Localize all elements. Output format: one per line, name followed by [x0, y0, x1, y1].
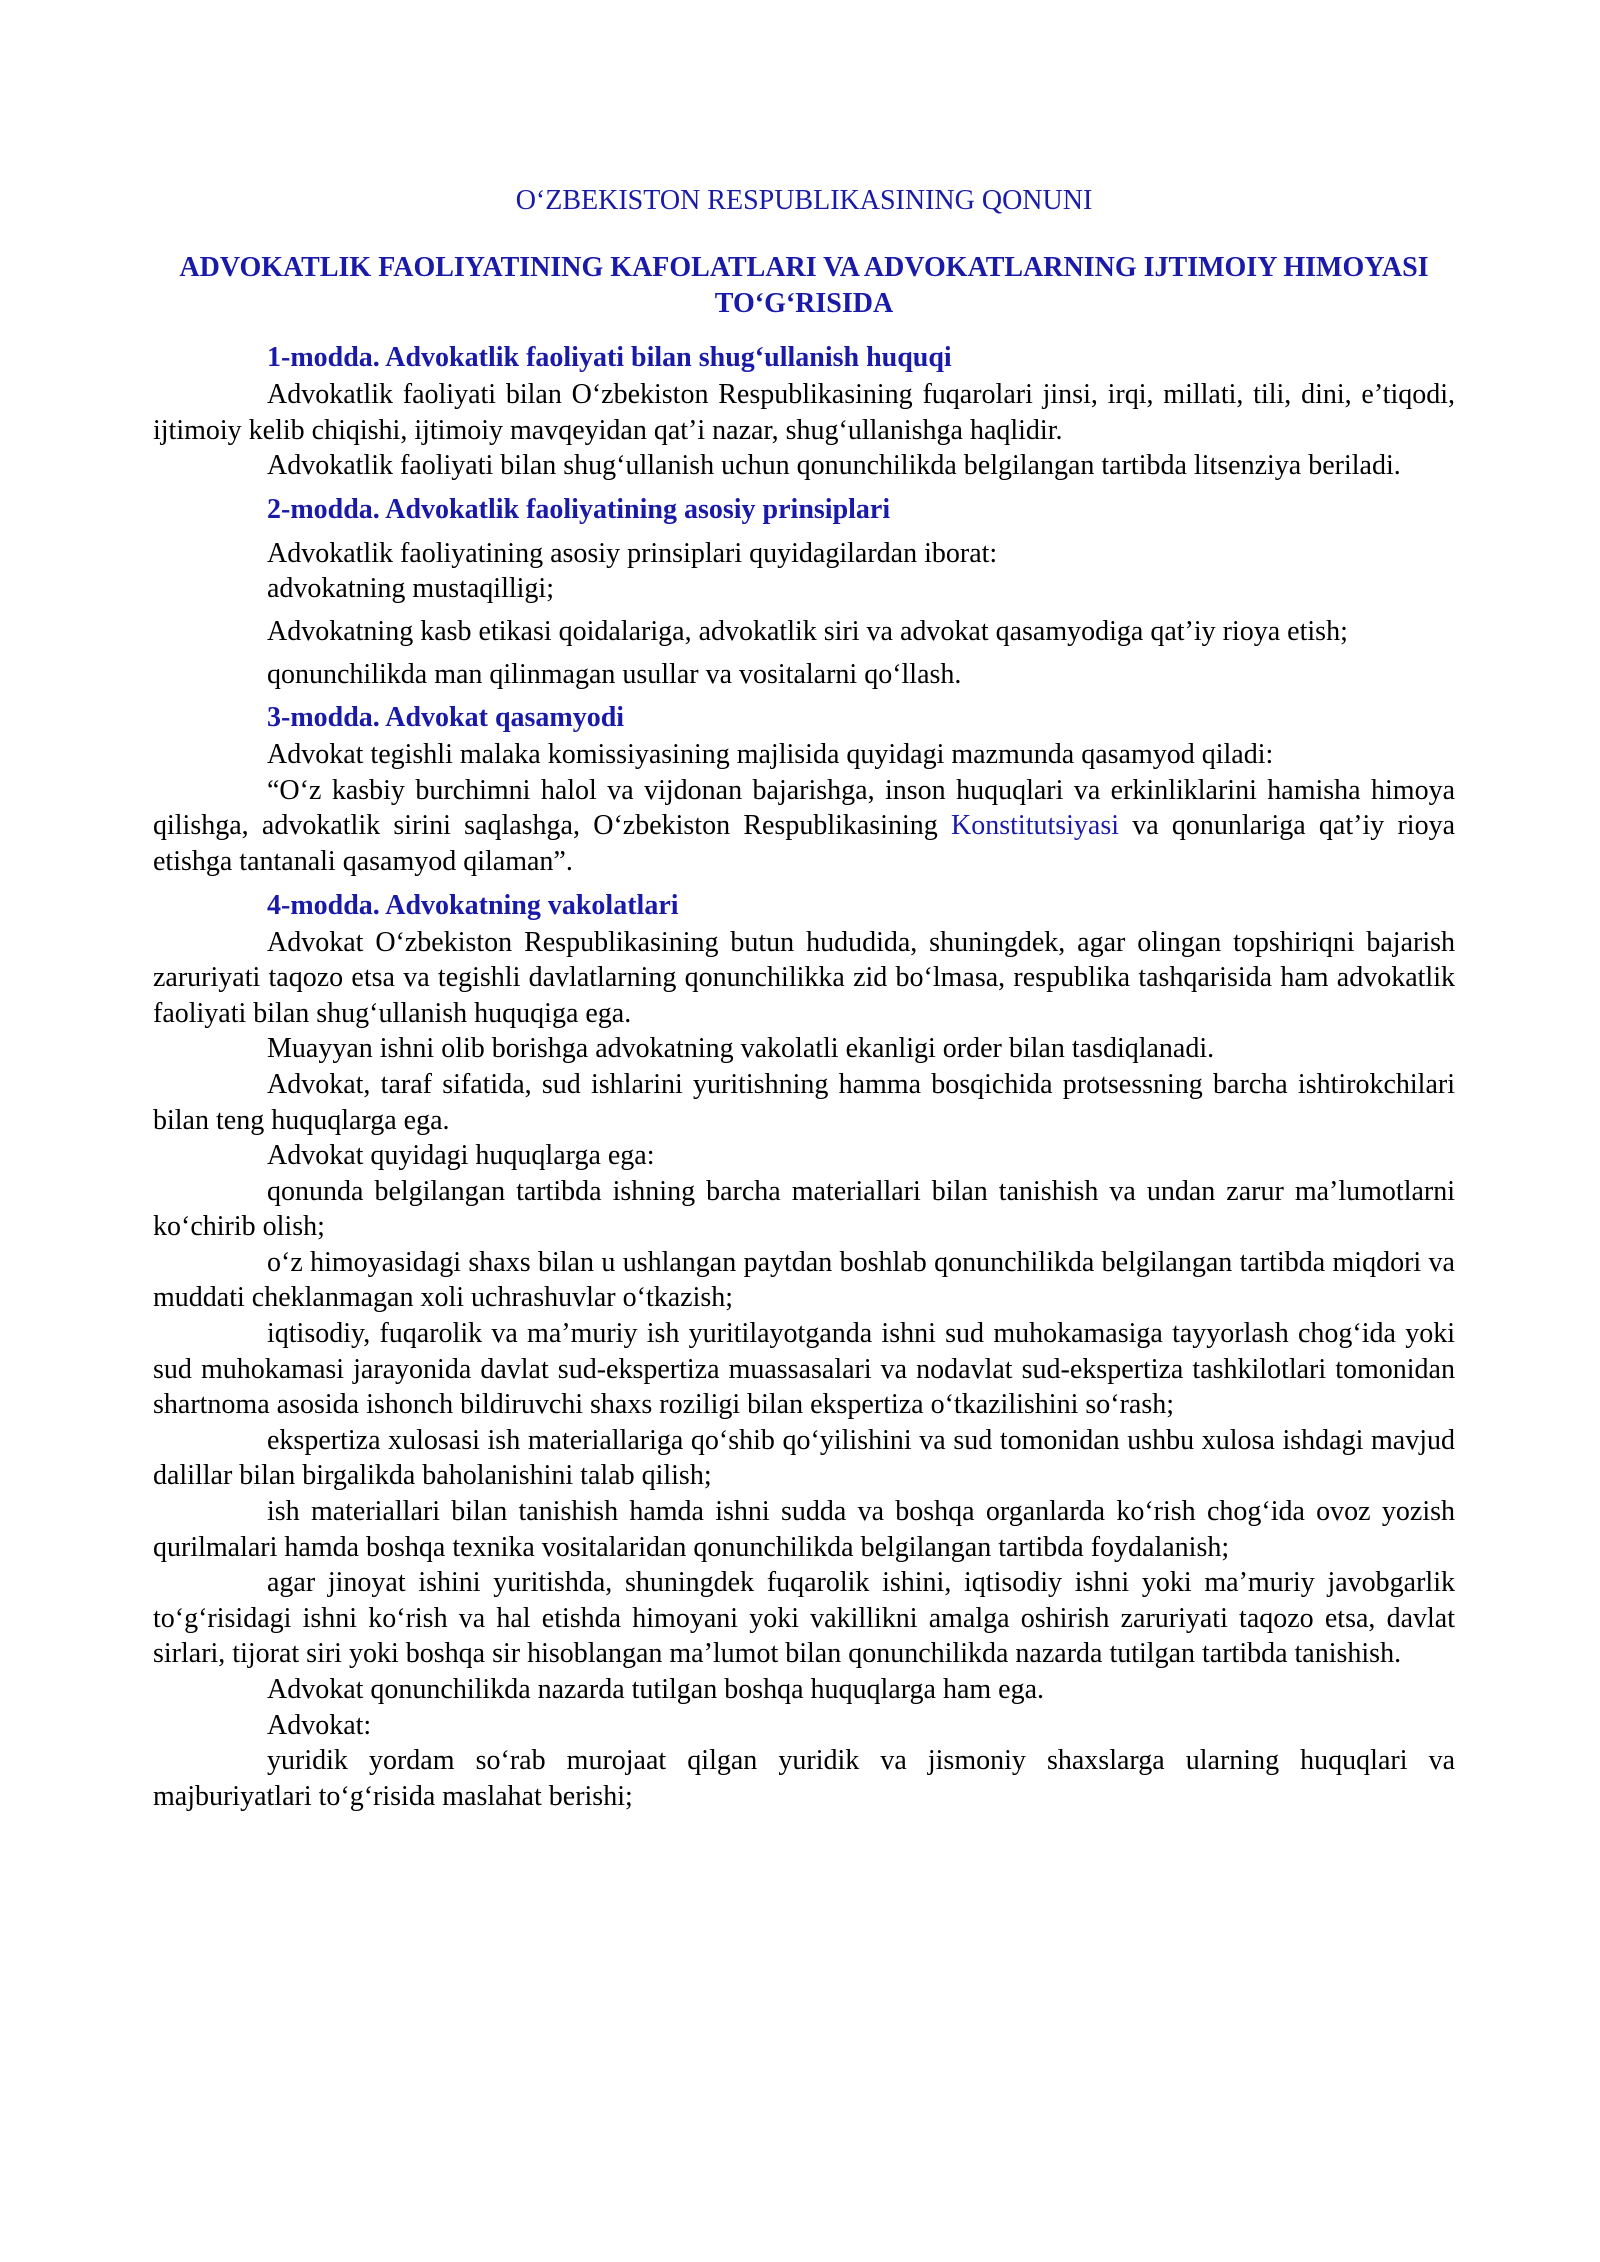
article-4-paragraph: qonunda belgilangan tartibda ishning barcha materiallari bilan tanishish va undan zarur ma’lumotlarni ko‘chirib olish; [153, 1175, 1455, 1243]
article-4-paragraph: Muayyan ishni olib borishga advokatning vakolatli ekanligi order bilan tasdiqlanadi. [267, 1033, 1215, 1065]
article-4-paragraph: ekspertiza xulosasi ish materiallariga qo‘shib qo‘yilishini va sud tomonidan ushbu xulosa ishdagi mavjud dalillar bilan birgalikda baholanishini talab qilish; [153, 1424, 1455, 1492]
article-4-paragraph: o‘z himoyasidagi shaxs bilan u ushlangan paytdan boshlab qonunchilikda belgilangan tartibda miqdori va muddati cheklanmagan xoli uchrashuvlar o‘tkazish; [153, 1246, 1455, 1314]
article-2-paragraph: qonunchilikda man qilinmagan usullar va vositalarni qo‘llash. [267, 658, 962, 690]
article-4-paragraph: Advokat: [267, 1709, 372, 1741]
article-2-paragraph: advokatning mustaqilligi; [267, 573, 554, 605]
article-3-oath [153, 773, 1455, 880]
article-4-paragraph: Advokat O‘zbekiston Respublikasining butun hududida, shuningdek, agar olingan topshiriqni bajarish zaruriyati taqozo etsa va tegishli davlatlarning qonunchilikka zid bo‘lmasa, respublika tashqarisida ham advokatlik faoliyati bilan shug‘ullanish huquqiga ega. [153, 926, 1455, 1029]
article-3-title: 3-modda. Advokat qasamyodi [267, 702, 625, 734]
law-type-heading: O‘ZBEKISTON RESPUBLIKASINING QONUNI [515, 185, 1093, 216]
article-4-paragraph: yuridik yordam so‘rab murojaat qilgan yuridik va jismoniy shaxslarga ularning huquqlari va majburiyatlari to‘g‘risida maslahat berishi; [153, 1745, 1455, 1812]
document-body [153, 339, 1455, 1814]
article-1-title: 1-modda. Advokatlik faoliyati bilan shug‘ullanish huquqi [267, 342, 952, 373]
article-2-paragraph: Advokatlik faoliyatining asosiy prinsiplari quyidagilardan iborat: [267, 537, 998, 569]
article-4-title: 4-modda. Advokatning vakolatlari [267, 889, 679, 921]
article-1-paragraph: Advokatlik faoliyati bilan shug‘ullanish uchun qonunchilikda belgilangan tartibda litsenziya beriladi. [267, 450, 1401, 482]
article-2-paragraph: Advokatning kasb etikasi qoidalariga, advokatlik siri va advokat qasamyodiga qat’iy rioya etish; [267, 615, 1348, 647]
article-1-paragraph: Advokatlik faoliyati bilan O‘zbekiston Respublikasining fuqarolari jinsi, irqi, millati, tili, dini, e’tiqodi, ijtimoiy kelib chiqishi, ijtimoiy mavqeyidan qat’i nazar, shug‘ullanishga haqlidir. [153, 379, 1455, 446]
constitution-link[interactable]: Konstitutsiyasi [951, 810, 1120, 842]
article-4-paragraph: Advokat quyidagi huquqlarga ega: [267, 1140, 655, 1172]
oath-text-end: va qonunlariga qat’iy rioya etishga tantanali qasamyod qilaman”. [153, 810, 1455, 877]
law-title: ADVOKATLIK FAOLIYATINING KAFOLATLARI VA ADVOKATLARNING IJTIMOIY HIMOYASI TO‘G‘RISIDA [179, 252, 1429, 319]
oath-text-start: “O‘z kasbiy burchimni halol va vijdonan bajarishga, inson huquqlari va erkinliklarini hamisha himoya qilishga, advokatlik sirini saqlashga, O‘zbekiston Respublikasining [153, 774, 1455, 842]
article-4-paragraph: ish materiallari bilan tanishish hamda ishni sudda va boshqa organlarda ko‘rish chog‘ida ovoz yozish qurilmalari hamda boshqa texnika vositalaridan qonunchilikda belgilangan tartibda foydalanish; [153, 1496, 1455, 1563]
article-4-paragraph: agar jinoyat ishini yuritishda, shuningdek fuqarolik ishini, iqtisodiy ishni yoki ma’muriy javobgarlik to‘g‘risidagi ishni ko‘rish va hal etishda himoyani yoki vakillikni amalga oshirish zaruriyati taqozo etsa, davlat sirlari, tijorat siri yoki boshqa sir hisoblangan ma’lumot bilan qonunchilikda nazarda tutilgan tartibda tanishish. [153, 1567, 1455, 1670]
article-4-paragraph: Advokat, taraf sifatida, sud ishlarini yuritishning hamma bosqichida protsessning barcha ishtirokchilari bilan teng huquqlarga ega. [153, 1068, 1455, 1136]
article-2-title: 2-modda. Advokatlik faoliyatining asosiy prinsiplari [267, 493, 891, 525]
article-4-paragraph: Advokat qonunchilikda nazarda tutilgan boshqa huquqlarga ham ega. [267, 1674, 1045, 1705]
article-3-paragraph: Advokat tegishli malaka komissiyasining majlisida quyidagi mazmunda qasamyod qiladi: [267, 739, 1274, 771]
article-4-paragraph: iqtisodiy, fuqarolik va ma’muriy ish yuritilayotganda ishni sud muhokamasiga tayyorlash chog‘ida yoki sud muhokamasi jarayonida davlat sud-ekspertiza muassasalari va nodavlat sud-ekspertiza tashkilotlari tomonidan shartnoma asosida ishonch bildiruvchi shaxs roziligi bilan ekspertiza o‘tkazilishini so‘rash; [153, 1318, 1455, 1421]
